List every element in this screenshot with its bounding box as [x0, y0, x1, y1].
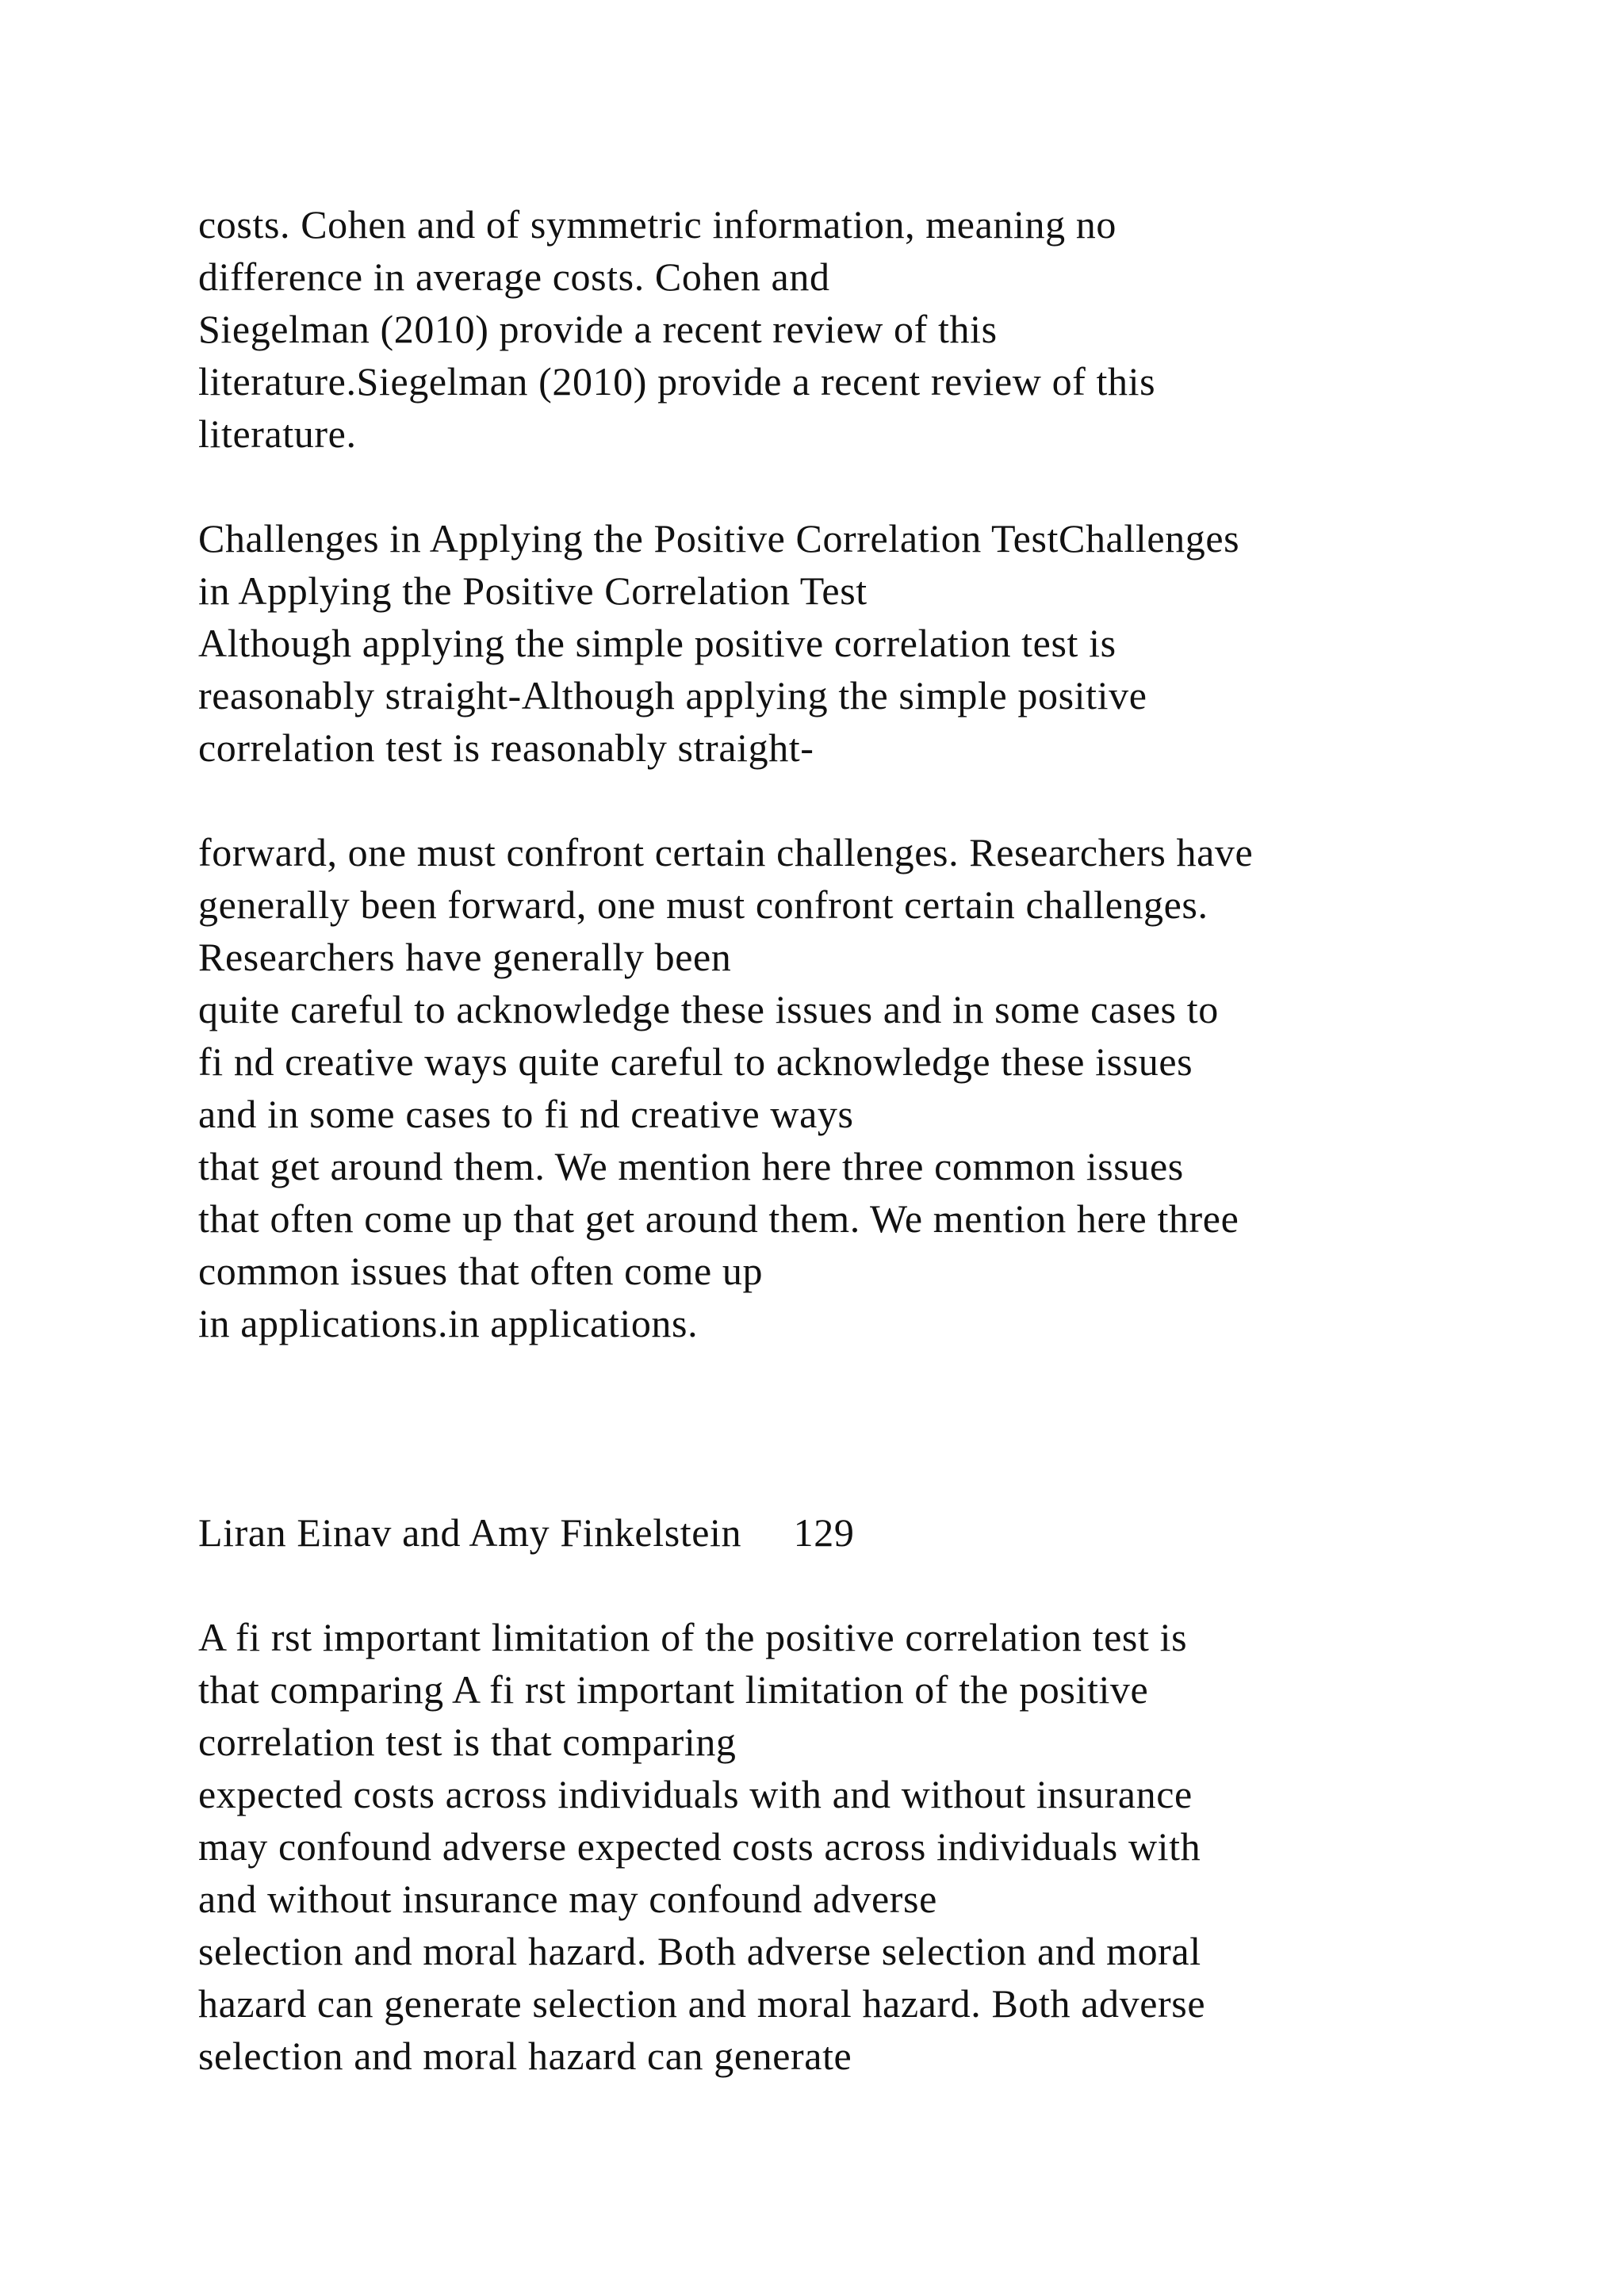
text-line: Siegelman (2010) provide a recent review of this: [198, 307, 998, 351]
text-line: in applications.in applications.: [198, 1301, 699, 1345]
running-header: Liran Einav and Amy Finkelstein 129: [198, 1510, 855, 1555]
text-line: that comparing A fi rst important limitation of the positive: [198, 1667, 1149, 1712]
section-heading: in Applying the Positive Correlation Test: [198, 568, 868, 613]
text-line: Although applying the simple positive correlation test is: [198, 621, 1116, 665]
text-line: fi nd creative ways quite careful to acknowledge these issues: [198, 1039, 1193, 1084]
text-line: A fi rst important limitation of the positive correlation test is: [198, 1615, 1188, 1659]
text-line: and without insurance may confound adverse: [198, 1877, 937, 1921]
text-line: forward, one must confront certain challenges. Researchers have: [198, 830, 1254, 874]
text-line: expected costs across individuals with and without insurance: [198, 1772, 1193, 1816]
text-line: costs. Cohen and of symmetric information, meaning no: [198, 202, 1116, 247]
text-line: selection and moral hazard. Both adverse selection and moral: [198, 1929, 1201, 1973]
text-line: reasonably straight-Although applying the simple positive: [198, 673, 1147, 718]
text-line: that get around them. We mention here three common issues: [198, 1144, 1184, 1188]
text-line: literature.Siegelman (2010) provide a recent review of this: [198, 359, 1156, 404]
text-line: generally been forward, one must confront certain challenges.: [198, 882, 1208, 927]
text-line: hazard can generate selection and moral hazard. Both adverse: [198, 1981, 1206, 2026]
text-line: Researchers have generally been: [198, 935, 732, 979]
text-line: selection and moral hazard can generate: [198, 2034, 852, 2078]
text-line: correlation test is that comparing: [198, 1720, 737, 1764]
text-line: may confound adverse expected costs across individuals with: [198, 1824, 1201, 1869]
text-line: quite careful to acknowledge these issues and in some cases to: [198, 987, 1219, 1031]
text-line: that often come up that get around them. We mention here three: [198, 1196, 1239, 1241]
text-line: and in some cases to fi nd creative ways: [198, 1092, 854, 1136]
section-heading: Challenges in Applying the Positive Correlation TestChallenges: [198, 516, 1240, 561]
text-line: correlation test is reasonably straight-: [198, 725, 814, 770]
text-line: literature.: [198, 411, 357, 456]
text-line: common issues that often come up: [198, 1249, 764, 1293]
text-line: difference in average costs. Cohen and: [198, 254, 830, 299]
